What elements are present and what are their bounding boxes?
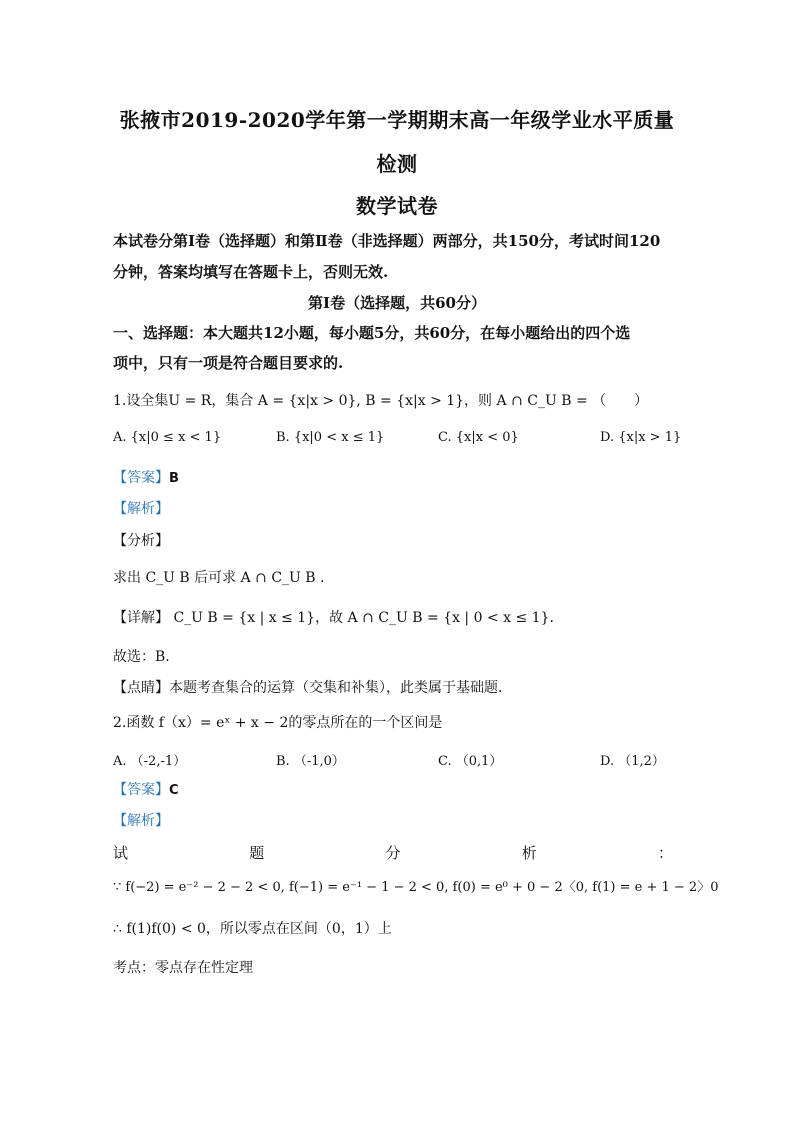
q1-option-b: B. {x|0 < x ≤ 1} (276, 430, 385, 445)
q1-detail: C_U B = {x | x ≤ 1}，故 A ∩ C_U B = {x | 0 < x ≤ 1}. (169, 610, 554, 626)
q1-detail-tag: 【详解】 (113, 610, 169, 626)
q2-stem: 2.函数 f（x）= eˣ + x − 2的零点所在的一个区间是 (113, 715, 443, 731)
q2-answer: C (169, 783, 179, 798)
q1-comment: 本题考查集合的运算（交集和补集），此类属于基础题. (169, 680, 503, 696)
q1-analysis-row (113, 498, 694, 518)
doc-title-line2: 检测 (376, 152, 418, 176)
q2-analysis-tag: 【解析】 (113, 813, 169, 829)
spread-char: 分 (385, 844, 401, 862)
q1-option-d: D. {x|x > 1} (600, 430, 682, 445)
section-heading: 第Ⅰ卷（选择题，共60分） (308, 294, 486, 312)
q1-option-a: A. {x|0 ≤ x < 1} (113, 430, 222, 445)
q2-kaodian: 考点：零点存在性定理 (113, 960, 253, 976)
q1-comment-tag: 【点睛】 (113, 680, 169, 696)
spread-char: 试 (113, 844, 129, 862)
q1-answer-tag: 【答案】 (113, 470, 169, 486)
q1-stem: 1.设全集U = R，集合 A = {x|x > 0}, B = {x|x > 1}，则 A ∩ C_U B = （ ） (113, 393, 649, 409)
part1-line-2: 项中，只有一项是符合题目要求的. (113, 354, 344, 372)
q1-comment-row (113, 677, 694, 697)
q1-fenxi: 求出 C_U B 后可求 A ∩ C_U B . (113, 570, 325, 586)
intro-line-2: 分钟，答案均填写在答题卡上，否则无效. (113, 263, 389, 281)
q1-option-c: C. {x|x < 0} (438, 430, 519, 445)
doc-subtitle: 数学试卷 (356, 194, 438, 218)
q2-option-a: A. （-2,-1） (113, 754, 187, 769)
q1-answer: B (169, 471, 179, 486)
q2-option-b: B. （-1,0） (276, 754, 345, 769)
q2-conclusion: ∴ f(1)f(0) < 0，所以零点在区间（0，1）上 (113, 921, 392, 937)
q2-option-c: C. （0,1） (438, 754, 503, 769)
q1-conclusion: 故选：B. (113, 649, 170, 665)
spread-char: 析 (521, 844, 537, 862)
doc-title-line1: 张掖市2019-2020学年第一学期期末高一年级学业水平质量 (119, 108, 675, 132)
q2-analysis-row (113, 810, 694, 830)
q2-calc: ∵ f(−2) = e⁻² − 2 − 2 < 0, f(−1) = e⁻¹ − 1 − 2 < 0, f(0) = e⁰ + 0 − 2〈0, f(1) = e + 1 − 2〉0 (113, 880, 719, 895)
q1-analysis-tag: 【解析】 (113, 501, 169, 517)
part1-line-1: 一、选择题：本大题共12小题，每小题5分，共60分，在每小题给出的四个选 (113, 324, 631, 342)
q2-option-d: D. （1,2） (600, 754, 665, 769)
spread-char: ： (657, 844, 673, 862)
q2-answer-row (113, 779, 694, 799)
q1-fenxi-tag: 【分析】 (113, 533, 169, 549)
spread-char: 题 (249, 844, 265, 862)
q1-answer-row (113, 467, 694, 487)
q2-spread-heading (113, 842, 673, 863)
intro-line-1: 本试卷分第Ⅰ卷（选择题）和第Ⅱ卷（非选择题）两部分，共150分，考试时间120 (113, 232, 661, 250)
q1-detail-row (113, 607, 694, 627)
q2-answer-tag: 【答案】 (113, 782, 169, 798)
